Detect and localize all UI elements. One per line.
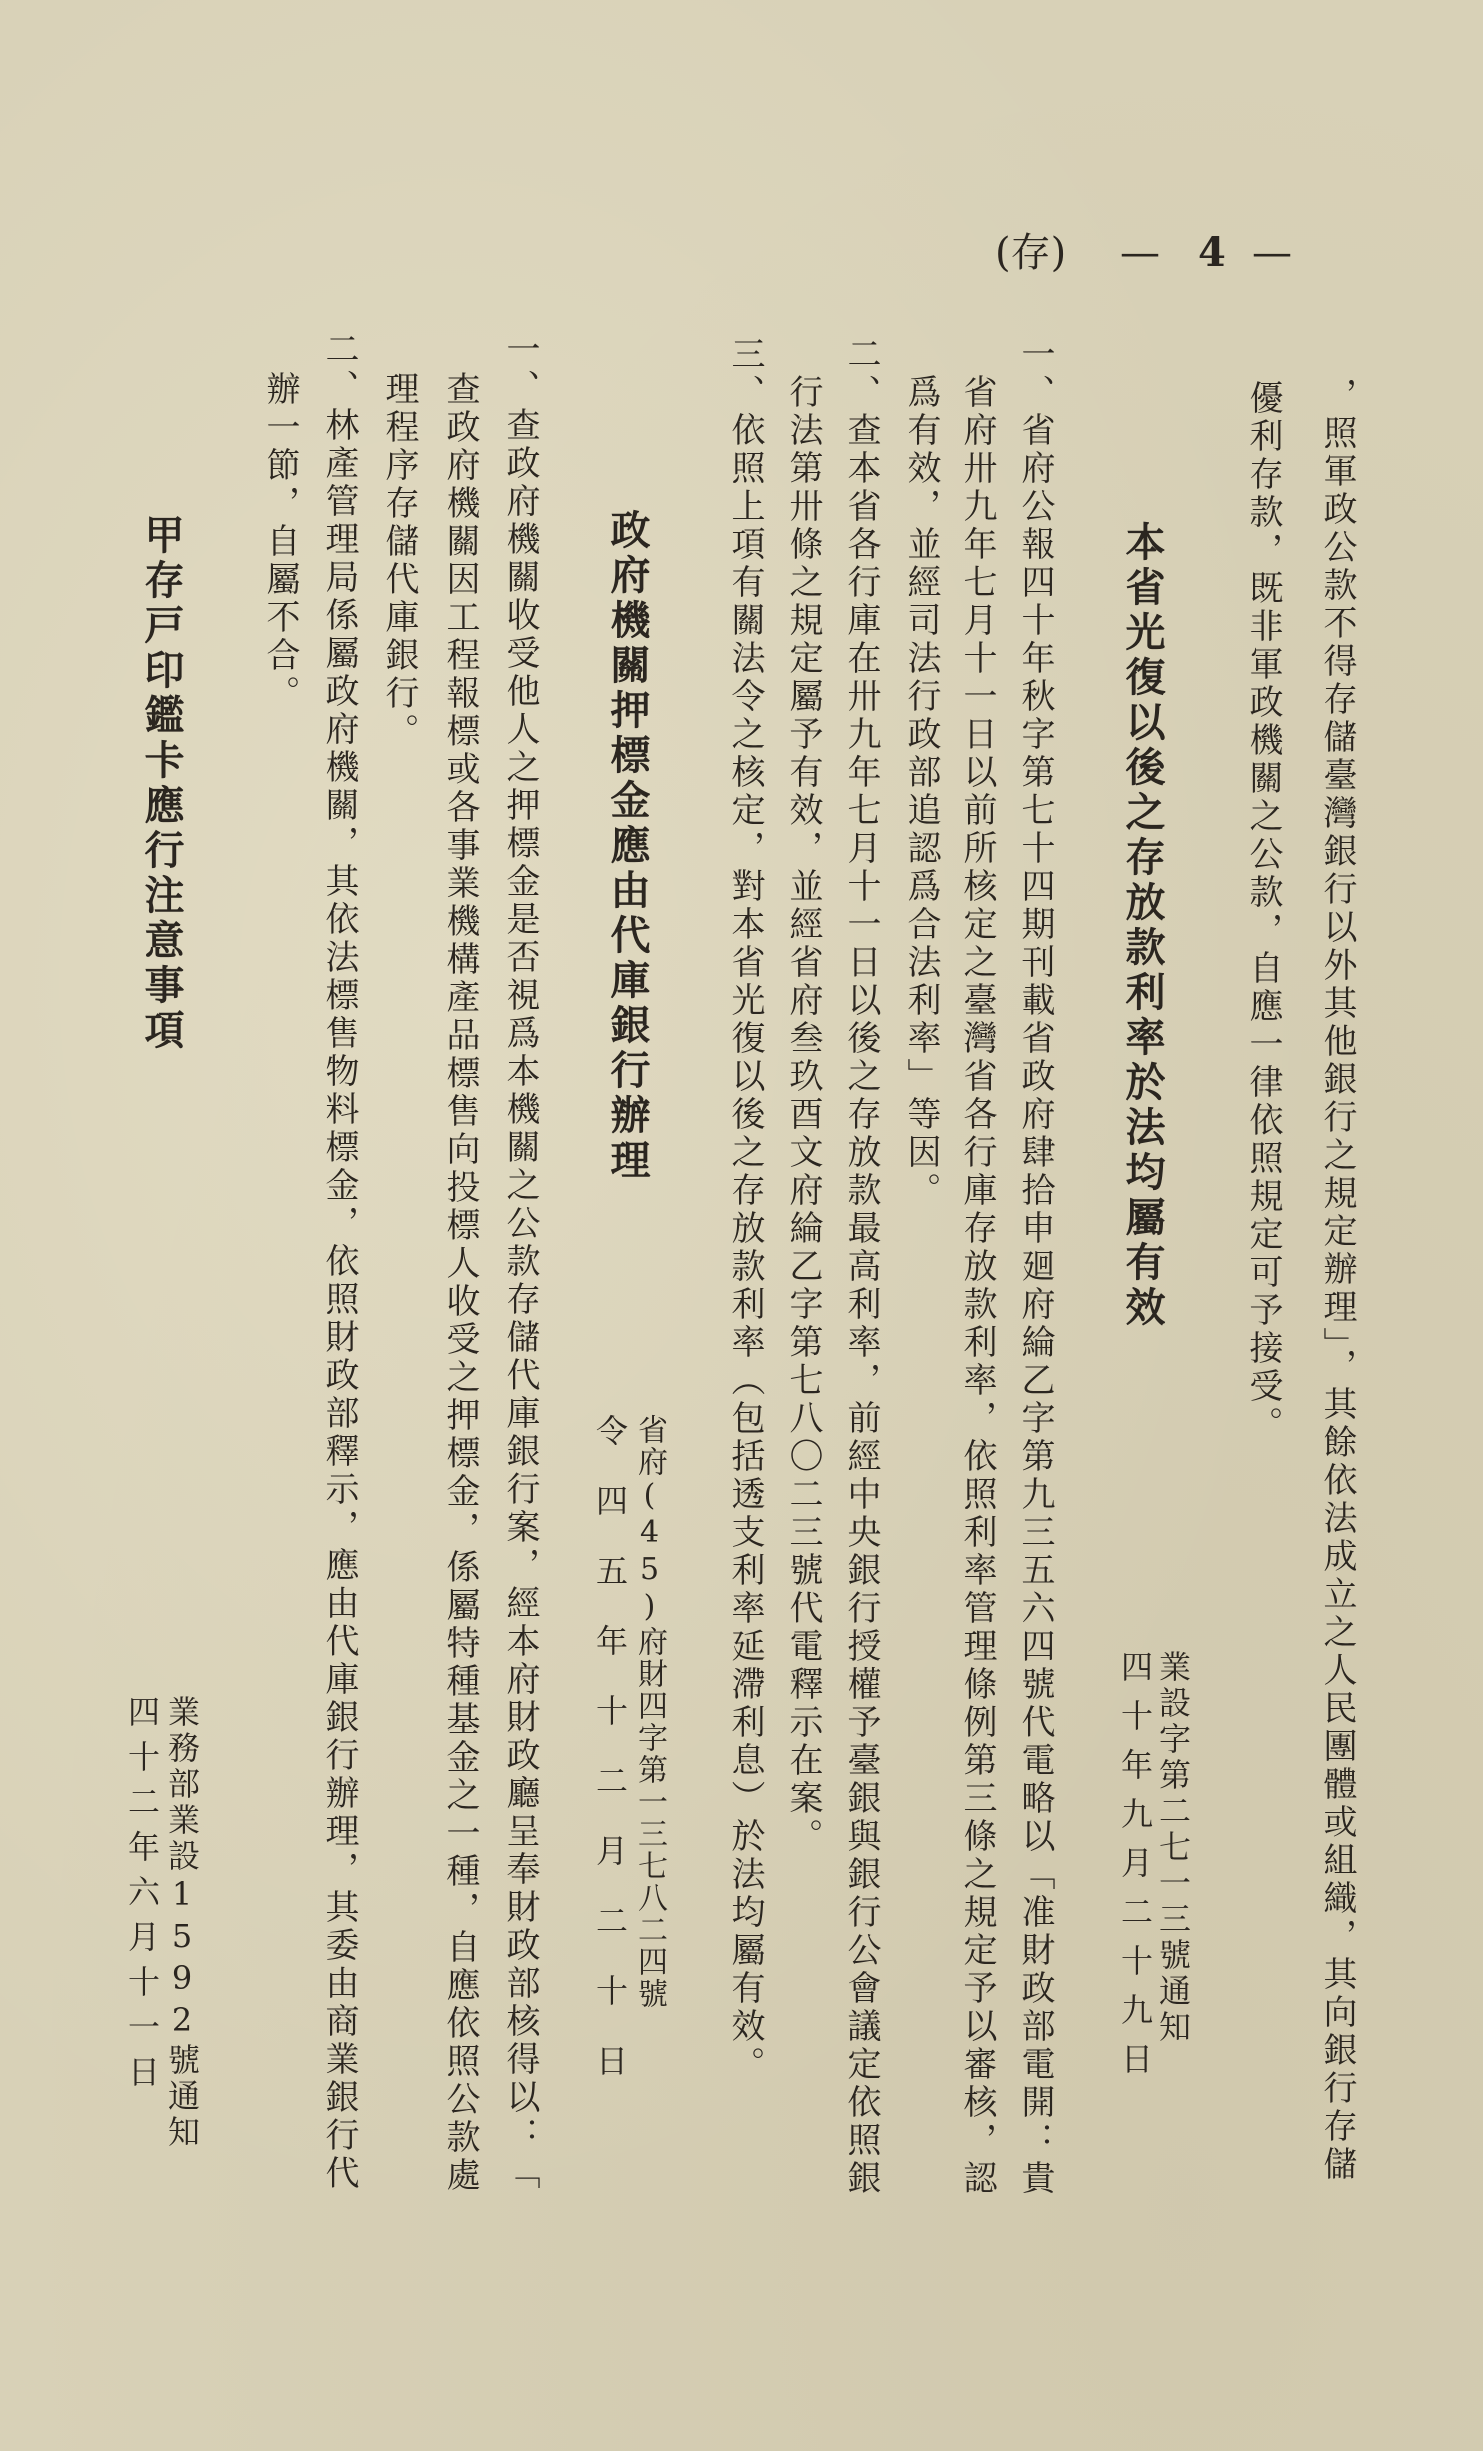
paragraph-line: 行法第卅條之規定屬予有效，並經省府叁玖酉文府綸乙字第七八〇二三號代電釋示在案。	[783, 374, 823, 1856]
paragraph-line: 理程序存儲代庫銀行。	[379, 371, 419, 751]
page-number-dash-right: —	[1252, 230, 1292, 276]
paragraph-line: 查政府機關因工程報標或各事業機構產品標售向投標人收受之押標金，係屬特種基金之一種，自應依照公款處	[440, 371, 480, 2195]
page-number: 4	[1198, 229, 1226, 276]
continuation-line-1: ，照軍政公款不得存儲臺灣銀行以外其他銀行之規定辦理」，其餘依法成立之人民團體或組織，其向銀行存儲	[1317, 377, 1357, 2184]
paragraph-line: 二、查本省各行庫在卅九年七月十一日以後之存放款最高利率，前經中央銀行授權予臺銀與銀行公會議定依照銀	[841, 336, 881, 2198]
paragraph-line: 辦一節，自屬不合。	[260, 371, 300, 713]
paragraph-line: 爲有效，並經司法行政部追認爲合法利率」等因。	[901, 374, 941, 1210]
section4-reference-number: 業務部業設1592號通知	[163, 1695, 201, 2151]
section-title-interest-rates: 本省光復以後之存放款利率於法均屬有效	[1119, 521, 1165, 1331]
paragraph-line: 一、省府公報四十年秋字第七十四期刊載省政府肆拾申廻府綸乙字第九三五六四號代電略以「准財政部電開：貴	[1015, 336, 1055, 2198]
page-tag: (存)	[995, 230, 1067, 276]
section3-reference-date: 令四五年十二月二十日	[591, 1414, 629, 2114]
section-title-bid-deposits: 政府機關押標金應由代庫銀行辦理	[604, 509, 650, 1184]
section2-reference-date: 四十年九月二十九日	[1116, 1650, 1154, 2091]
section4-reference-date: 四十二年六月十一日	[123, 1695, 161, 2100]
paragraph-line: 省府卅九年七月十一日以前所核定之臺灣省各行庫存放款利率，依照利率管理條例第三條之規定予以審核，認	[957, 374, 997, 2198]
section3-reference-number: 省府(45)府財四字第一三七八二四號	[632, 1414, 667, 2010]
continuation-line-2: 優利存款，既非軍政機關之公款，自應一律依照規定可予接受。	[1243, 380, 1283, 1444]
paragraph-line: 三、依照上項有關法令之核定，對本省光復以後之存放款利率（包括透支利率延滯利息）於法均屬有效。	[725, 336, 765, 2084]
paragraph-line: 二、林產管理局係屬政府機關，其依法標售物料標金，依照財政部釋示，應由代庫銀行辦理，其委由商業銀行代	[319, 331, 359, 2193]
page-number-dash-left: —	[1120, 230, 1160, 276]
section2-reference-number: 業設字第二七一三號通知	[1154, 1650, 1192, 2046]
section-title-seal-cards: 甲存戸印鑑卡應行注意事項	[138, 514, 184, 1054]
paragraph-line: 一、查政府機關收受他人之押標金是否視爲本機關之公款存儲代庫銀行案，經本府財政廳呈奉財政部核得以：「	[500, 331, 540, 2193]
